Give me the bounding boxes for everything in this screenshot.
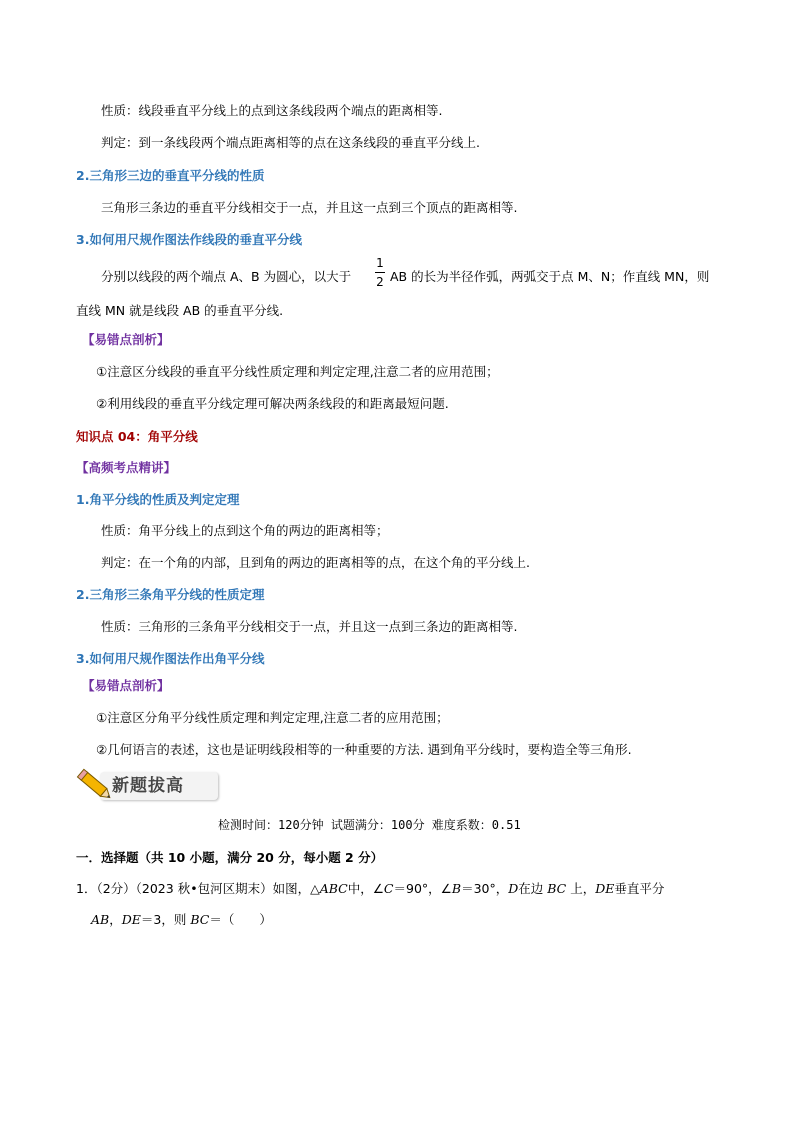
q1-text: 上， <box>566 881 596 896</box>
q1-text: ， <box>109 912 122 927</box>
q1-bc: BC <box>547 881 567 896</box>
q1-bc: BC <box>190 912 210 927</box>
section-heading: 1.角平分线的性质及判定定理 <box>76 492 240 507</box>
fraction-numerator: 1 <box>376 256 384 270</box>
q1-c: C <box>383 881 394 896</box>
q1-text: 垂直平分 <box>614 881 665 896</box>
question-1-line-2 <box>91 911 272 929</box>
tip-heading: 【易错点剖析】 <box>82 332 170 347</box>
tip-heading: 【高频考点精讲】 <box>76 460 177 475</box>
text-line: 性质：三角形的三条角平分线相交于一点，并且这一点到三条边的距离相等. <box>101 619 518 634</box>
knowledge-point-title: 知识点 04：角平分线 <box>76 429 198 444</box>
text-line: ②几何语言的表述，这也是证明线段相等的一种重要的方法. 遇到角平分线时，要构造全等三角形. <box>96 742 632 757</box>
q1-text: 1．（2分）（2023 秋•包河区期末）如图，△ <box>76 881 320 896</box>
q1-answer-blank: ＝（ ） <box>209 912 272 927</box>
q1-d: D <box>508 881 519 896</box>
banner-label: 新题拔高 <box>112 776 184 796</box>
text-line: 判定：在一个角的内部，且到角的两边的距离相等的点，在这个角的平分线上. <box>101 555 530 570</box>
section-heading: 3.如何用尺规作图法作线段的垂直平分线 <box>76 232 302 247</box>
text-line: 三角形三条边的垂直平分线相交于一点，并且这一点到三个顶点的距离相等. <box>101 200 518 215</box>
text-line: AB 的长为半径作弧，两弧交于点 M、N；作直线 MN，则 <box>390 269 710 284</box>
q1-text: ＝90°，∠ <box>393 881 452 896</box>
fraction-bar <box>375 272 385 273</box>
section-heading: 2.三角形三边的垂直平分线的性质 <box>76 168 265 183</box>
q1-text: 在边 <box>518 881 548 896</box>
q1-b: B <box>451 881 462 896</box>
question-1-line-1 <box>76 880 664 898</box>
fraction-denominator: 2 <box>376 275 384 289</box>
q1-text: ＝3，则 <box>140 912 191 927</box>
q1-de: DE <box>595 881 615 896</box>
section-heading: 3.如何用尺规作图法作出角平分线 <box>76 651 265 666</box>
tip-heading: 【易错点剖析】 <box>82 678 170 693</box>
q1-de: DE <box>121 912 141 927</box>
new-questions-banner <box>74 768 224 804</box>
q1-text: ＝30°， <box>461 881 509 896</box>
q1-abc: ABC <box>319 881 348 896</box>
text-line: 性质：角平分线上的点到这个角的两边的距离相等； <box>101 523 389 538</box>
q1-text: 中，∠ <box>347 881 384 896</box>
q1-ab: AB <box>91 912 110 927</box>
text-line: 分别以线段的两个端点 A、B 为圆心，以大于 <box>101 269 352 284</box>
text-line: 性质：线段垂直平分线上的点到这条线段两个端点的距离相等. <box>101 103 443 118</box>
text-line: 判定：到一条线段两个端点距离相等的点在这条线段的垂直平分线上. <box>101 135 480 150</box>
text-line: ②利用线段的垂直平分线定理可解决两条线段的和距离最短问题. <box>96 396 449 411</box>
test-meta: 检测时间：120分钟 试题满分：100分 难度系数：0.51 <box>218 818 521 832</box>
section-heading: 2.三角形三条角平分线的性质定理 <box>76 587 265 602</box>
text-line: ①注意区分线段的垂直平分线性质定理和判定定理,注意二者的应用范围； <box>96 364 499 379</box>
text-line: ①注意区分角平分线性质定理和判定定理,注意二者的应用范围； <box>96 710 449 725</box>
text-line: 直线 MN 就是线段 AB 的垂直平分线. <box>76 303 284 318</box>
question-section-title: 一．选择题（共 10 小题，满分 20 分，每小题 2 分） <box>76 850 384 865</box>
